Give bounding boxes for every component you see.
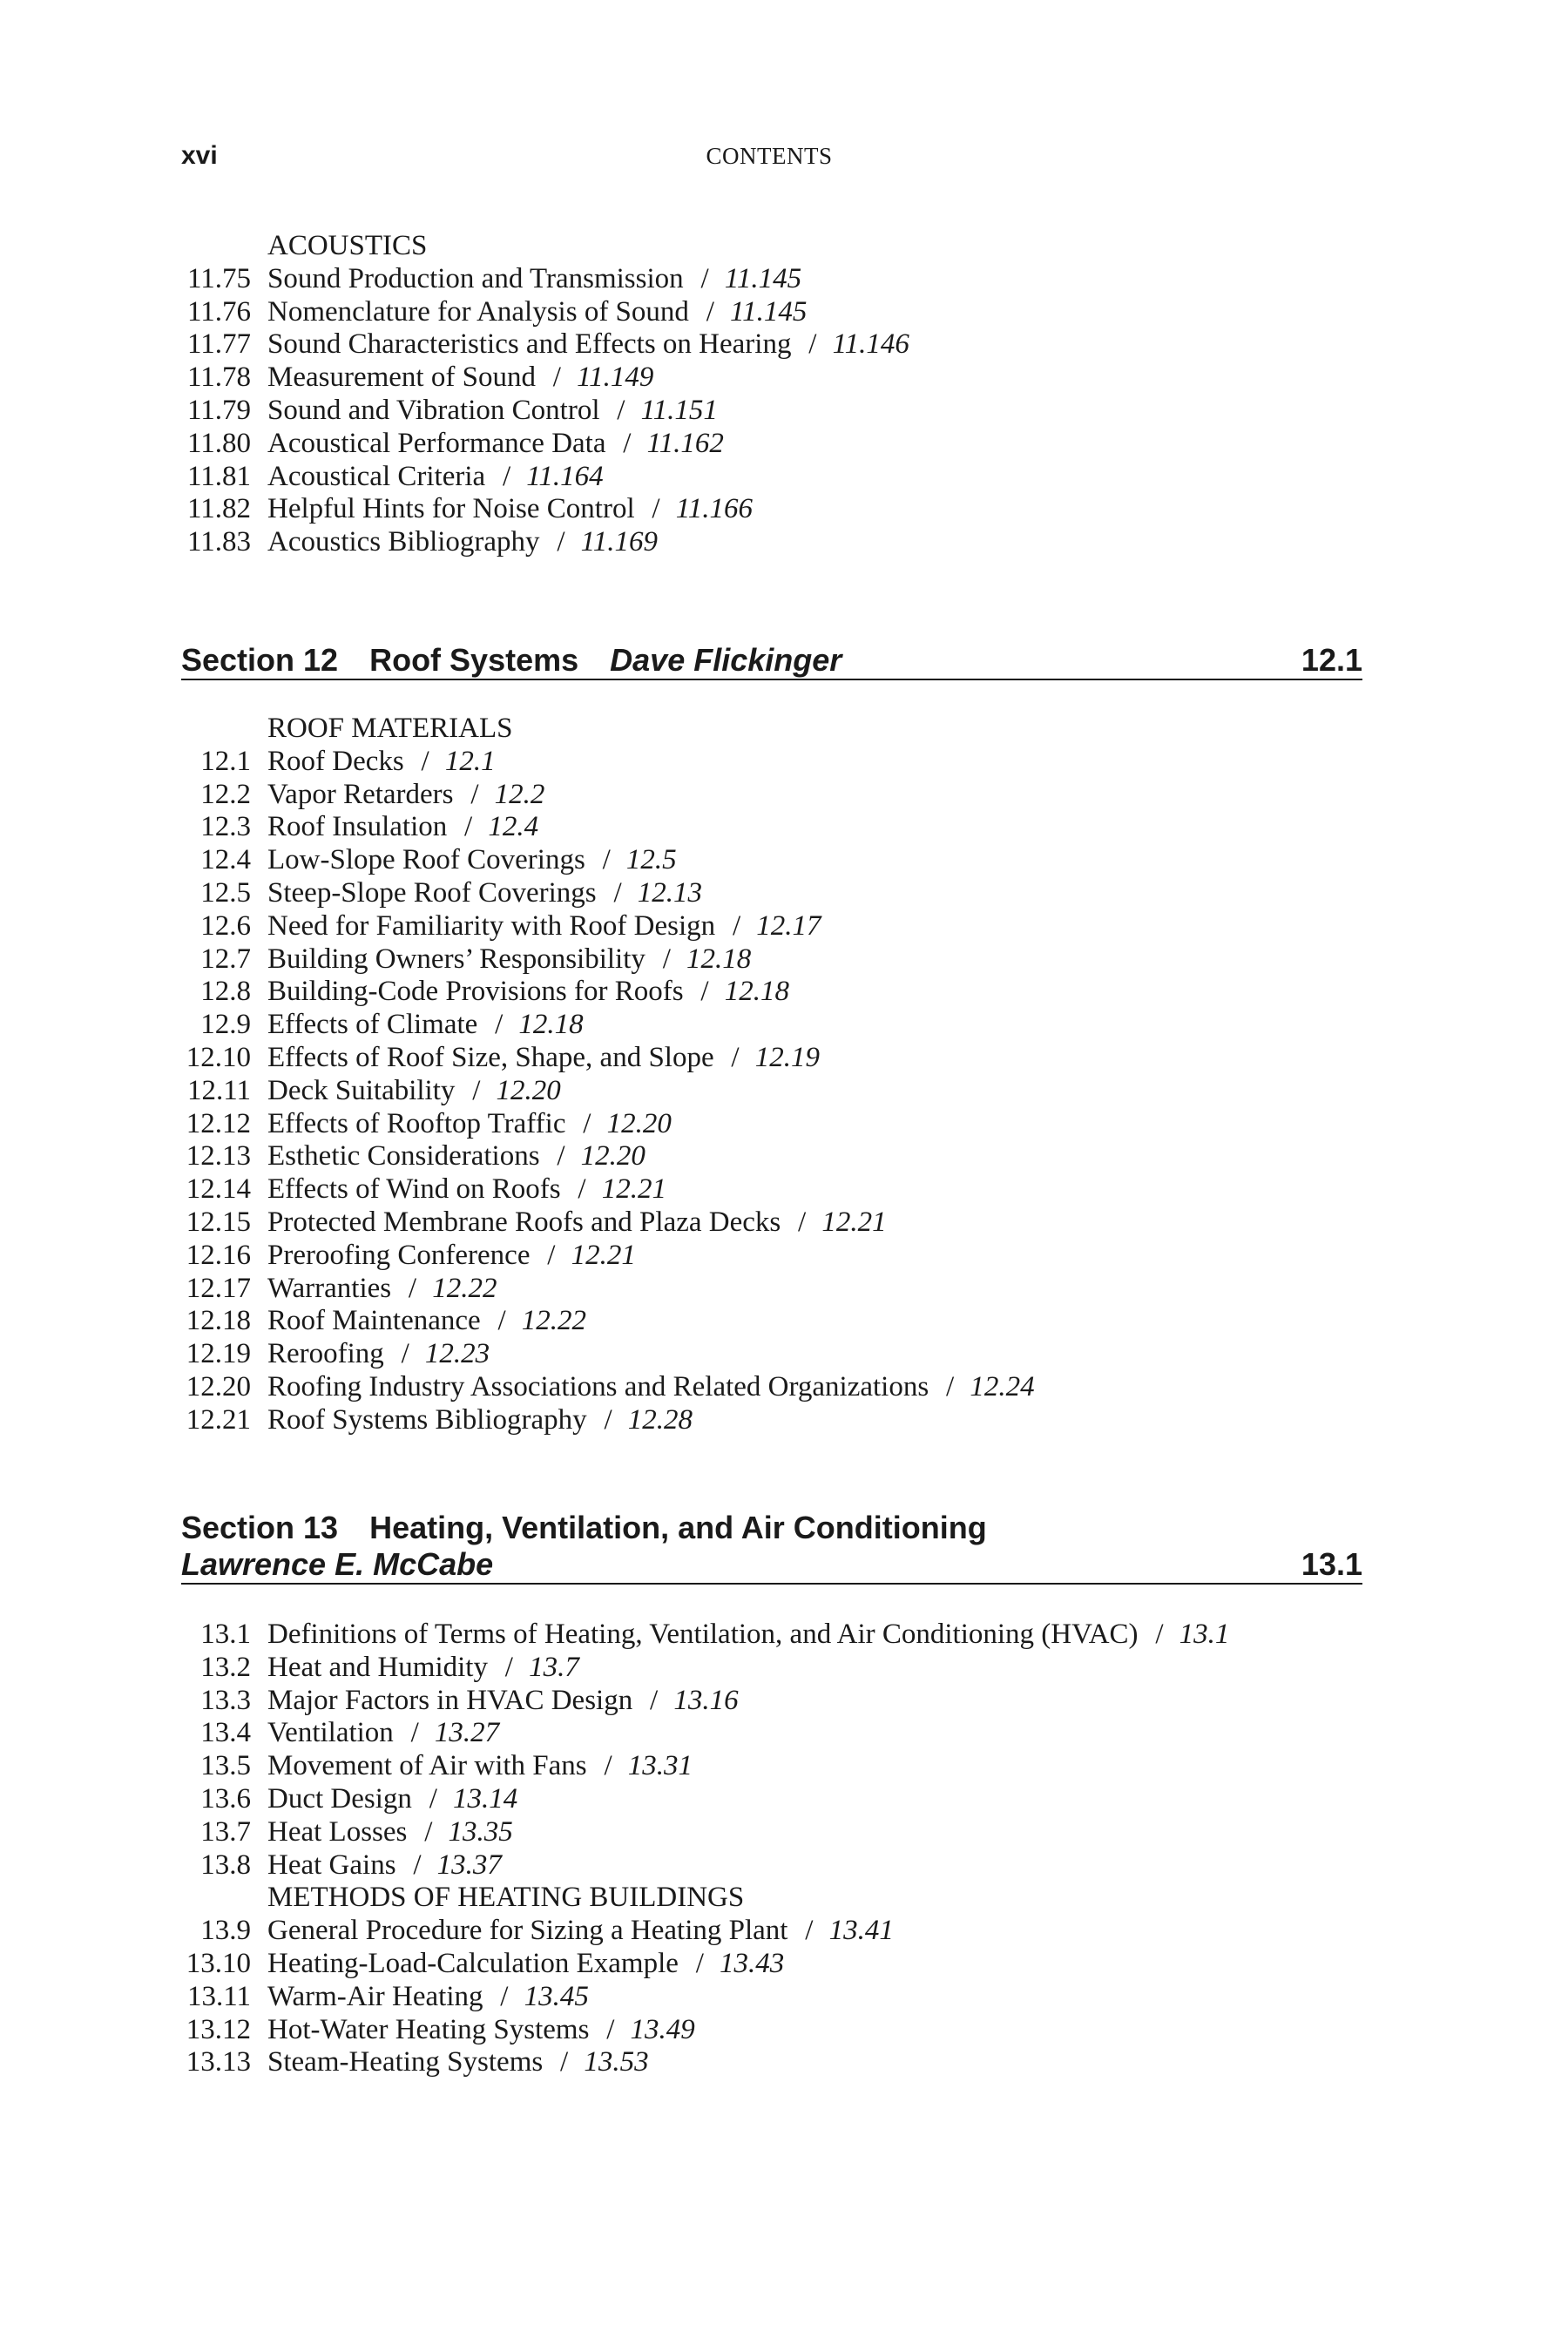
entry-number: 12.19 [186, 1338, 251, 1370]
entry-title: General Procedure for Sizing a Heating Plant [267, 1915, 788, 1947]
entry-separator: / [421, 745, 429, 777]
entry-page: 13.7 [529, 1651, 579, 1683]
entry-number: 12.10 [186, 1041, 251, 1073]
entry-number: 13.1 [200, 1619, 251, 1650]
toc-entry [181, 1849, 1357, 1882]
entry-number: 12.17 [186, 1272, 251, 1304]
entry-text [267, 493, 753, 526]
entry-number: 11.83 [186, 526, 251, 558]
entry-page: 11.149 [577, 362, 654, 394]
running-title: CONTENTS [706, 143, 833, 169]
entry-title: Acoustical Performance Data [267, 427, 606, 459]
entry-number: 12.5 [200, 876, 251, 909]
entry-text [267, 328, 909, 362]
entry-page: 11.164 [526, 460, 604, 492]
toc-list [181, 1915, 1357, 2079]
entry-page: 12.17 [756, 909, 821, 942]
entry-title: Protected Membrane Roofs and Plaza Decks [267, 1206, 781, 1238]
entry-text [267, 1948, 784, 1981]
entry-number: 11.82 [186, 493, 251, 525]
entry-separator: / [731, 1041, 740, 1073]
entry-number: 11.75 [186, 262, 251, 294]
entry-number: 12.20 [186, 1370, 251, 1402]
group-heading-methods-of-heating: METHODS OF HEATING BUILDINGS [267, 1882, 745, 1914]
entry-title: Effects of Rooftop Traffic [267, 1107, 566, 1139]
entry-separator: / [583, 1107, 591, 1139]
entry-separator: / [464, 811, 473, 843]
entry-text [267, 296, 807, 329]
entry-separator: / [401, 1338, 409, 1370]
entry-title: Major Factors in HVAC Design [267, 1684, 633, 1716]
entry-text [267, 2046, 649, 2079]
entry-number: 12.14 [186, 1173, 251, 1206]
entry-page: 13.16 [673, 1684, 739, 1716]
entry-separator: / [552, 362, 561, 394]
entry-page: 12.23 [424, 1338, 490, 1370]
toc-entry [181, 811, 1357, 844]
toc-entry [181, 1404, 1357, 1437]
entry-number: 12.21 [186, 1403, 251, 1436]
entry-page: 12.18 [518, 1009, 584, 1041]
entry-separator: / [695, 1947, 704, 1979]
toc-entry [181, 1619, 1357, 1652]
entry-page: 13.1 [1179, 1619, 1230, 1650]
entry-number: 13.3 [200, 1684, 251, 1716]
entry-page: 13.49 [630, 2013, 695, 2045]
entry-separator: / [623, 427, 632, 459]
entry-title: Definitions of Terms of Heating, Ventilation, and Air Conditioning (HVAC) [267, 1619, 1139, 1650]
toc-entry [181, 2046, 1357, 2079]
entry-number: 13.4 [200, 1717, 251, 1749]
entry-text [267, 1305, 586, 1338]
entry-text [267, 1009, 584, 1042]
entry-page: 12.21 [821, 1206, 887, 1238]
entry-page: 12.22 [432, 1272, 497, 1304]
entry-title: Roof Insulation [267, 811, 448, 843]
entry-number: 13.6 [200, 1782, 251, 1815]
entry-number: 13.8 [200, 1848, 251, 1881]
entry-title: Roof Maintenance [267, 1305, 481, 1337]
entry-title: Sound Characteristics and Effects on Hearing [267, 328, 792, 361]
entry-title: Roof Decks [267, 745, 404, 777]
toc-entry [181, 328, 1357, 362]
entry-page: 12.4 [488, 811, 539, 843]
entry-text [267, 976, 789, 1009]
toc-entry [181, 493, 1357, 526]
toc-entry [181, 1206, 1357, 1240]
entry-text [267, 1619, 1229, 1652]
entry-title: Roof Systems Bibliography [267, 1403, 587, 1436]
entry-title: Sound Production and Transmission [267, 262, 684, 294]
entry-title: Esthetic Considerations [267, 1140, 540, 1173]
entry-title: Movement of Air with Fans [267, 1750, 587, 1782]
entry-text [267, 1981, 589, 2014]
entry-page: 11.162 [646, 427, 724, 459]
toc-entry [181, 1685, 1357, 1718]
entry-page: 12.28 [627, 1403, 693, 1436]
toc-entry [181, 910, 1357, 943]
entry-separator: / [472, 1074, 481, 1106]
entry-text [267, 844, 677, 877]
entry-separator: / [613, 876, 622, 909]
entry-title: Steam-Heating Systems [267, 2046, 544, 2078]
toc-entry [181, 461, 1357, 494]
entry-number: 12.6 [200, 909, 251, 942]
toc-entry [181, 746, 1357, 779]
entry-page: 12.19 [754, 1041, 820, 1073]
entry-text [267, 779, 544, 812]
entry-title: Effects of Climate [267, 1009, 478, 1041]
entry-number: 12.8 [200, 976, 251, 1008]
entry-page: 12.24 [970, 1370, 1035, 1402]
entry-number: 11.78 [186, 362, 251, 394]
entry-number: 12.9 [200, 1009, 251, 1041]
entry-text [267, 1404, 693, 1437]
entry-number: 12.7 [200, 943, 251, 975]
entry-number: 12.12 [186, 1107, 251, 1139]
entry-title: Ventilation [267, 1717, 394, 1749]
entry-page: 12.2 [494, 778, 545, 810]
entry-text [267, 1173, 666, 1206]
entry-separator: / [502, 460, 511, 492]
entry-number: 13.13 [186, 2046, 251, 2078]
group-heading-acoustics: ACOUSTICS [267, 230, 428, 261]
entry-page: 12.22 [521, 1305, 587, 1337]
entry-separator: / [560, 2046, 569, 2078]
entry-separator: / [495, 1009, 504, 1041]
toc-entry [181, 779, 1357, 812]
entry-separator: / [946, 1370, 955, 1402]
entry-number: 12.16 [186, 1239, 251, 1271]
entry-page: 12.5 [625, 844, 677, 876]
section-title: Roof Systems [369, 642, 579, 678]
entry-text [267, 1240, 636, 1273]
page-folio: xvi [181, 141, 218, 170]
entry-title: Duct Design [267, 1782, 412, 1815]
entry-page: 13.41 [828, 1915, 894, 1947]
toc-list [181, 746, 1357, 1437]
entry-number: 11.79 [186, 394, 251, 426]
entry-page: 13.14 [453, 1782, 518, 1815]
entry-number: 13.2 [200, 1651, 251, 1683]
entry-page: 13.43 [720, 1947, 785, 1979]
entry-separator: / [557, 526, 565, 558]
entry-page: 12.18 [686, 943, 752, 975]
entry-separator: / [604, 1403, 612, 1436]
acoustics-block [181, 230, 1357, 559]
entry-number: 11.77 [186, 328, 251, 361]
entry-text [267, 1717, 499, 1750]
entry-title: Reroofing [267, 1338, 384, 1370]
entry-separator: / [497, 1305, 506, 1337]
entry-text [267, 1371, 1035, 1404]
entry-separator: / [429, 1782, 437, 1815]
toc-entry [181, 526, 1357, 559]
toc-entry [181, 1915, 1357, 1948]
toc-list [181, 1619, 1357, 1882]
entry-text [267, 1206, 887, 1240]
entry-title: Acoustics Bibliography [267, 526, 540, 558]
entry-number: 12.1 [200, 745, 251, 777]
entry-separator: / [504, 1651, 513, 1683]
toc-entry [181, 1783, 1357, 1816]
entry-title: Building Owners’ Responsibility [267, 943, 645, 975]
toc-entry [181, 1173, 1357, 1206]
entry-text [267, 2014, 695, 2047]
entry-page: 12.21 [601, 1173, 666, 1206]
entry-title: Effects of Wind on Roofs [267, 1173, 561, 1206]
toc-entry [181, 1652, 1357, 1685]
toc-entry [181, 1750, 1357, 1783]
entry-number: 13.5 [200, 1750, 251, 1782]
entry-title: Measurement of Sound [267, 362, 536, 394]
entry-text [267, 428, 724, 461]
entry-number: 13.11 [186, 1980, 251, 2012]
section-author: Dave Flickinger [610, 642, 842, 678]
toc-entry [181, 395, 1357, 428]
entry-separator: / [604, 1750, 612, 1782]
entry-separator: / [706, 295, 714, 328]
section-label: Section 13 [181, 1510, 339, 1545]
entry-number: 11.81 [186, 460, 251, 492]
toc-entry [181, 1717, 1357, 1750]
entry-title: Hot-Water Heating Systems [267, 2013, 590, 2045]
entry-text [267, 1783, 517, 1816]
section-13-heading [181, 1510, 1362, 1585]
entry-text [267, 263, 801, 296]
entry-text [267, 1849, 502, 1882]
toc-entry [181, 1816, 1357, 1849]
entry-number: 12.15 [186, 1206, 251, 1238]
entry-page: 12.21 [571, 1239, 636, 1271]
toc-entry [181, 976, 1357, 1009]
entry-page: 11.166 [675, 493, 754, 525]
entry-title: Heat Gains [267, 1848, 396, 1881]
entry-number: 12.18 [186, 1305, 251, 1337]
entry-title: Steep-Slope Roof Coverings [267, 876, 597, 909]
entry-page: 12.1 [444, 745, 496, 777]
entry-number: 11.76 [186, 295, 251, 328]
entry-title: Preroofing Conference [267, 1239, 531, 1271]
toc-entry [181, 263, 1357, 296]
entry-separator: / [413, 1848, 422, 1881]
entry-title: Heating-Load-Calculation Example [267, 1947, 679, 1979]
entry-separator: / [805, 1915, 814, 1947]
entry-number: 12.13 [186, 1140, 251, 1173]
entry-number: 11.80 [186, 427, 251, 459]
entry-page: 13.53 [584, 2046, 649, 2078]
entry-text [267, 1042, 820, 1075]
entry-text [267, 877, 702, 910]
toc-entry [181, 1981, 1357, 2014]
entry-text [267, 1338, 490, 1371]
entry-title: Deck Suitability [267, 1074, 456, 1106]
toc-entry [181, 1273, 1357, 1306]
entry-page: 11.145 [730, 295, 808, 328]
entry-text [267, 1915, 894, 1948]
running-head [181, 141, 1357, 172]
entry-page: 13.45 [524, 1980, 589, 2012]
entry-text [267, 1652, 579, 1685]
entry-text [267, 746, 496, 779]
entry-title: Acoustical Criteria [267, 460, 486, 492]
entry-page: 11.169 [580, 526, 658, 558]
entry-page: 13.37 [436, 1848, 502, 1881]
toc-entry [181, 1140, 1357, 1173]
section-title: Heating, Ventilation, and Air Conditioning [369, 1510, 987, 1545]
entry-separator: / [617, 394, 625, 426]
toc-entry [181, 943, 1357, 977]
group-heading-roof-materials: ROOF MATERIALS [267, 713, 513, 744]
entry-page: 13.31 [627, 1750, 693, 1782]
entry-text [267, 526, 658, 559]
entry-page: 12.18 [724, 976, 789, 1008]
entry-page: 13.35 [448, 1815, 513, 1848]
section-12-block [181, 713, 1357, 1437]
entry-text [267, 461, 604, 494]
section-12-heading [181, 642, 1362, 680]
entry-title: Heat Losses [267, 1815, 408, 1848]
entry-text [267, 910, 821, 943]
entry-text [267, 1108, 672, 1141]
entry-page: 11.146 [832, 328, 909, 361]
entry-separator: / [557, 1140, 565, 1173]
entry-separator: / [732, 909, 741, 942]
entry-number: 13.7 [200, 1815, 251, 1848]
toc-entry [181, 844, 1357, 877]
entry-text [267, 1816, 513, 1849]
entry-separator: / [500, 1980, 509, 2012]
entry-separator: / [652, 493, 660, 525]
entry-separator: / [662, 943, 671, 975]
entry-title: Sound and Vibration Control [267, 394, 600, 426]
section-start-page: 13.1 [1301, 1546, 1362, 1582]
toc-entry [181, 1371, 1357, 1404]
toc-entry [181, 1108, 1357, 1141]
entry-separator: / [602, 844, 611, 876]
entry-separator: / [424, 1815, 433, 1848]
toc-entry [181, 2014, 1357, 2047]
entry-separator: / [408, 1272, 417, 1304]
entry-separator: / [650, 1684, 659, 1716]
entry-separator: / [578, 1173, 586, 1206]
toc-entry [181, 1338, 1357, 1371]
section-label: Section 12 [181, 642, 339, 678]
entry-separator: / [606, 2013, 615, 2045]
entry-title: Low-Slope Roof Coverings [267, 844, 585, 876]
entry-text [267, 362, 653, 395]
entry-number: 12.4 [200, 844, 251, 876]
entry-separator: / [700, 262, 709, 294]
entry-text [267, 1140, 645, 1173]
entry-page: 11.145 [724, 262, 802, 294]
section-13-block [181, 1619, 1357, 2079]
entry-title: Building-Code Provisions for Roofs [267, 976, 684, 1008]
toc-entry [181, 362, 1357, 395]
toc-entry [181, 1075, 1357, 1108]
entry-text [267, 395, 718, 428]
toc-entry [181, 1042, 1357, 1075]
entry-separator: / [798, 1206, 807, 1238]
entry-number: 12.2 [200, 778, 251, 810]
entry-separator: / [547, 1239, 556, 1271]
toc-entry [181, 877, 1357, 910]
entry-separator: / [470, 778, 479, 810]
toc-list [181, 263, 1357, 559]
entry-page: 12.20 [496, 1074, 561, 1106]
entry-title: Need for Familiarity with Roof Design [267, 909, 716, 942]
toc-entry [181, 1009, 1357, 1042]
entry-title: Vapor Retarders [267, 778, 454, 810]
toc-entry [181, 296, 1357, 329]
entry-number: 13.9 [200, 1915, 251, 1947]
entry-separator: / [808, 328, 817, 361]
entry-separator: / [410, 1717, 419, 1749]
toc-entry [181, 1305, 1357, 1338]
section-start-page: 12.1 [1301, 642, 1362, 678]
entry-separator: / [1155, 1619, 1164, 1650]
entry-title: Heat and Humidity [267, 1651, 488, 1683]
entry-page: 12.20 [580, 1140, 645, 1173]
entry-text [267, 1750, 693, 1783]
toc-entry [181, 1240, 1357, 1273]
entry-page: 13.27 [434, 1717, 500, 1749]
entry-page: 11.151 [640, 394, 718, 426]
entry-title: Effects of Roof Size, Shape, and Slope [267, 1041, 714, 1073]
toc-entry [181, 428, 1357, 461]
toc-entry [181, 1948, 1357, 1981]
entry-page: 12.20 [606, 1107, 672, 1139]
entry-text [267, 1273, 497, 1306]
section-author: Lawrence E. McCabe [181, 1546, 494, 1582]
entry-text [267, 943, 751, 977]
entry-title: Helpful Hints for Noise Control [267, 493, 635, 525]
entry-separator: / [700, 976, 709, 1008]
entry-number: 13.12 [186, 2013, 251, 2045]
entry-text [267, 1685, 739, 1718]
entry-text [267, 1075, 561, 1108]
entry-number: 12.3 [200, 811, 251, 843]
entry-number: 13.10 [186, 1947, 251, 1979]
entry-title: Warranties [267, 1272, 392, 1304]
entry-title: Warm-Air Heating [267, 1980, 483, 2012]
entry-page: 12.13 [637, 876, 702, 909]
entry-text [267, 811, 538, 844]
entry-number: 12.11 [186, 1074, 251, 1106]
entry-title: Roofing Industry Associations and Related Organizations [267, 1370, 929, 1402]
entry-title: Nomenclature for Analysis of Sound [267, 295, 689, 328]
